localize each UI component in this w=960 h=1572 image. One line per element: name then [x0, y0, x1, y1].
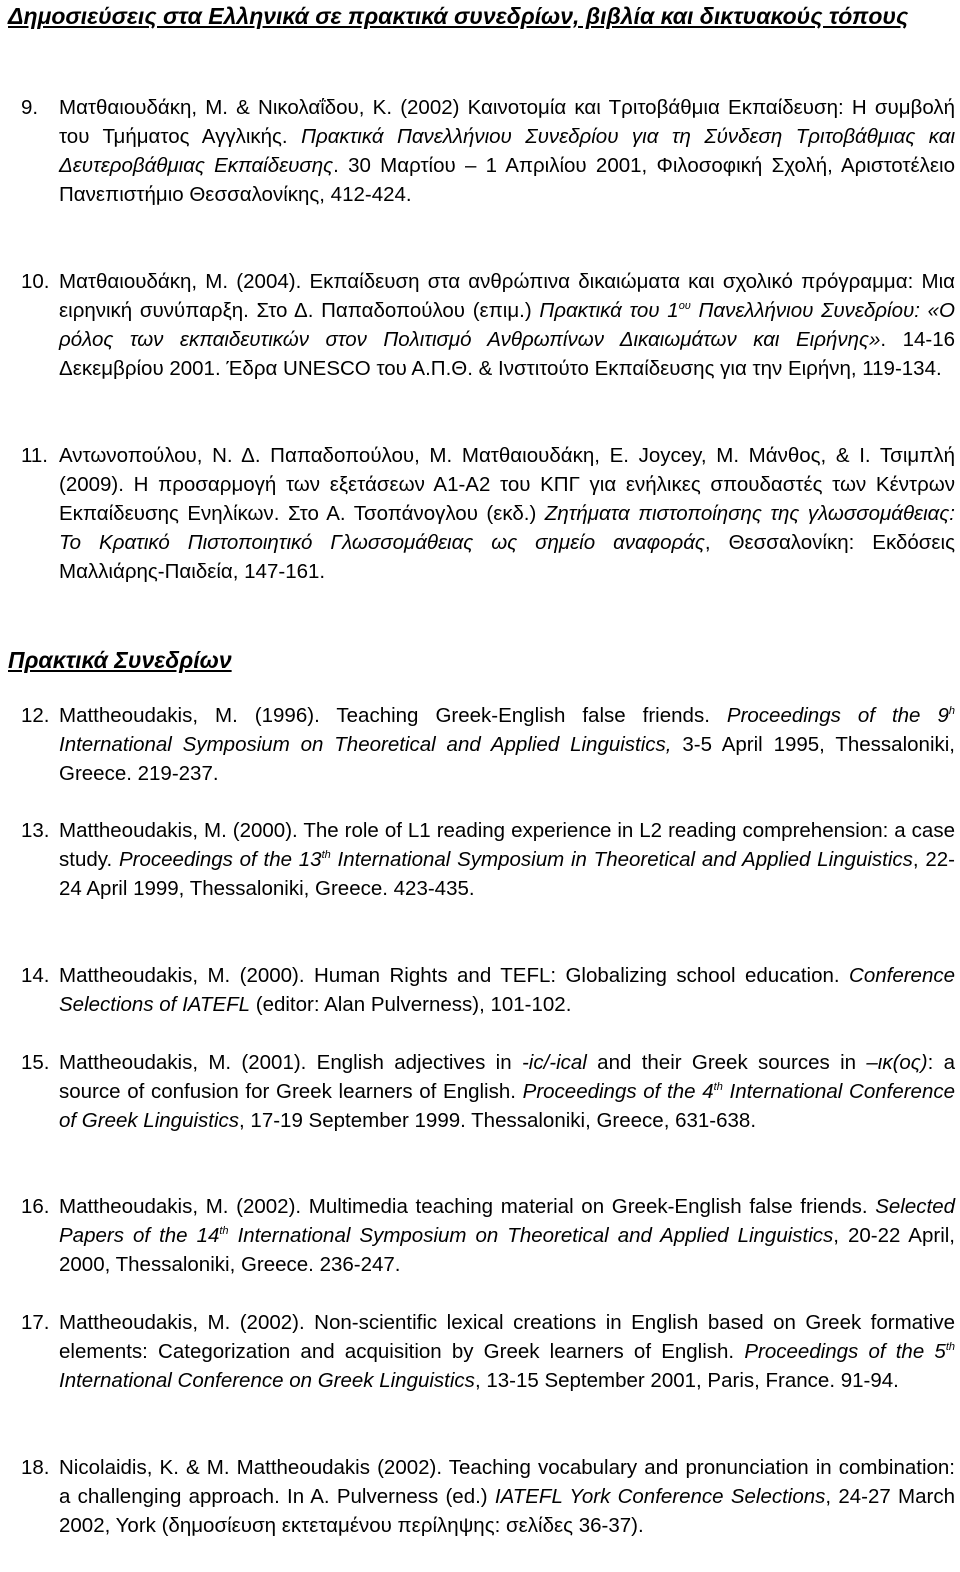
italic-text: International Symposium on Theoretical and Applied Linguistics,	[59, 733, 672, 756]
reference-number: 15.	[21, 1051, 50, 1074]
text-run: , 13-15 September 2001, Paris, France. 91-94.	[474, 1369, 899, 1392]
reference-item	[0, 267, 955, 383]
italic-text: International Conference of Greek Linguistics	[59, 1080, 955, 1132]
reference-number: 13.	[21, 819, 50, 842]
italic-text: Proceedings of the 5	[744, 1340, 946, 1363]
reference-text	[59, 961, 955, 1019]
reference-number: 16.	[21, 1195, 50, 1218]
text-run: , 17-19 September 1999. Thessaloniki, Greece, 631-638.	[239, 1109, 757, 1132]
reference-item	[0, 1048, 955, 1135]
reference-number: 12.	[21, 704, 50, 727]
text-run: and their Greek sources in	[586, 1051, 867, 1074]
text-run: Mattheoudakis, M. (2001). English adjectives in	[59, 1051, 522, 1074]
reference-text	[59, 267, 955, 383]
text-run: . 14-16 Δεκεμβρίου 2001. Έδρα UNESCO του Α.Π.Θ. & Ινστιτούτο Εκπαίδευσης για την Ειρήνη, 119-134.	[59, 328, 955, 380]
reference-text	[59, 701, 955, 788]
text-run: Nicolaidis, K. & M. Mattheoudakis (2002). Teaching vocabulary and pronunciation in combination: a challenging approach. In A. Pulverness (ed.)	[59, 1456, 955, 1508]
reference-number: 18.	[21, 1456, 50, 1479]
text-run: Mattheoudakis, M. (2002). Non-scientific lexical creations in English based on Greek formative elements: Categorization and acquisition by Greek learners of English.	[59, 1311, 955, 1363]
text-run: 3-5 April 1995, Thessaloniki, Greece. 219-237.	[59, 733, 955, 785]
text-run: Mattheoudakis, M. (1996). Teaching Greek-English false friends.	[59, 704, 727, 727]
section-heading-proceedings: Πρακτικά Συνεδρίων	[8, 647, 232, 673]
reference-number: 11.	[21, 444, 48, 467]
reference-item	[0, 93, 955, 209]
italic-text: Selected Papers of the 14	[59, 1195, 955, 1247]
reference-item	[0, 1192, 955, 1279]
text-run: Αντωνοπούλου, Ν. Δ. Παπαδοπούλου, Μ. Ματθαιουδάκη, Ε. Joycey, Μ. Μάνθος, & Ι. Τσιμπλή (2009). Η προσαρμογή των εξετάσεων Α1-Α2 του ΚΠΓ για ενήλικες σπουδαστές των Κέντρων Εκπαίδευσης Ενηλίκων. Στο Α. Τσοπάνογλου (εκδ.)	[59, 444, 955, 525]
section-heading-greek-publications: Δημοσιεύσεις στα Ελληνικά σε πρακτικά συνεδρίων, βιβλία και δικτυακούς τόπους	[8, 3, 909, 29]
superscript-text: th	[321, 849, 331, 861]
reference-item	[0, 701, 955, 788]
text-run: , 22-24 April 1999, Thessaloniki, Greece. 423-435.	[59, 848, 955, 900]
text-run: Mattheoudakis, M. (2002). Multimedia teaching material on Greek-English false friends.	[59, 1195, 876, 1218]
reference-item	[0, 816, 955, 903]
italic-text: Proceedings of the 13	[118, 848, 322, 871]
text-run: Mattheoudakis, M. (2000). Human Rights and TEFL: Globalizing school education.	[59, 964, 850, 987]
reference-number: 10.	[21, 270, 50, 293]
italic-text: Πρακτικά Πανελλήνιου Συνεδρίου για τη Σύνδεση Τριτοβάθμιας και Δευτεροβάθμιας Εκπαίδευσης	[59, 125, 956, 177]
reference-item	[0, 1453, 955, 1540]
italic-text: –ικ(ος)	[866, 1051, 928, 1074]
superscript-text: th	[945, 1341, 955, 1353]
text-run: , Θεσσαλονίκη: Εκδόσεις Μαλλιάρης-Παιδεία, 147-161.	[59, 531, 955, 583]
italic-text: Πρακτικά του 1	[539, 299, 679, 322]
italic-text: Πανελλήνιου Συνεδρίου: «Ο ρόλος των εκπαιδευτικών στον Πολιτισμό Ανθρωπίνων Δικαιωμάτων και Ειρήνης»	[59, 299, 955, 351]
text-run: Ματθαιουδάκη, Μ. (2004). Εκπαίδευση στα ανθρώπινα δικαιώματα και σχολικό πρόγραμμα: Μια ειρηνική συνύπαρξη. Στο Δ. Παπαδοπούλου (επιμ.)	[59, 270, 955, 322]
italic-text: International Conference on Greek Linguistics	[59, 1369, 475, 1392]
superscript-text: h	[948, 705, 955, 717]
italic-text: Proceedings of the 9	[726, 704, 949, 727]
text-run: , 24-27 March 2002, York (δημοσίευση εκτεταμένου περίληψης: σελίδες 36-37).	[59, 1485, 955, 1537]
text-run: : a source of confusion for Greek learners of English.	[59, 1051, 955, 1103]
reference-item	[0, 1308, 955, 1395]
italic-text: Ζητήματα πιστοποίησης της γλωσσομάθειας: Το Κρατικό Πιστοποιητικό Γλωσσομάθειας ως σημείο αναφοράς	[59, 502, 955, 554]
reference-text	[59, 93, 955, 209]
italic-text: International Symposium on Theoretical and Applied Linguistics	[228, 1224, 834, 1247]
text-run: Mattheoudakis, M. (2000). The role of L1 reading experience in L2 reading comprehension: a case study.	[59, 819, 955, 871]
reference-text	[59, 1308, 955, 1395]
reference-number: 9.	[21, 96, 39, 119]
reference-text	[59, 1048, 955, 1135]
italic-text: IATEFL York Conference Selections	[494, 1485, 826, 1508]
reference-text	[59, 441, 955, 586]
reference-text	[59, 1192, 955, 1279]
text-run: Ματθαιουδάκη, Μ. & Νικολαΐδου, Κ. (2002) Καινοτομία και Τριτοβάθμια Εκπαίδευση: Η συμβολή του Τμήματος Αγγλικής.	[59, 96, 955, 148]
superscript-text: th	[219, 1225, 229, 1237]
reference-number: 14.	[21, 964, 50, 987]
italic-text: -ic/-ical	[521, 1051, 587, 1074]
reference-item	[0, 441, 955, 586]
reference-text	[59, 1453, 955, 1540]
text-run: . 30 Μαρτίου – 1 Απριλίου 2001, Φιλοσοφική Σχολή, Αριστοτέλειο Πανεπιστήμιο Θεσσαλονίκης, 412-424.	[59, 154, 955, 206]
reference-text	[59, 816, 955, 903]
italic-text: Conference Selections of IATEFL	[59, 964, 955, 1016]
text-run: , 20-22 April, 2000, Thessaloniki, Greece. 236-247.	[59, 1224, 955, 1276]
italic-text: International Symposium in Theoretical and Applied Linguistics	[330, 848, 913, 871]
reference-item	[0, 961, 955, 1019]
text-run: (editor: Alan Pulverness), 101-102.	[250, 993, 572, 1016]
superscript-text: th	[713, 1081, 723, 1093]
superscript-text: ου	[678, 300, 691, 312]
reference-number: 17.	[21, 1311, 50, 1334]
italic-text: Proceedings of the 4	[522, 1080, 714, 1103]
